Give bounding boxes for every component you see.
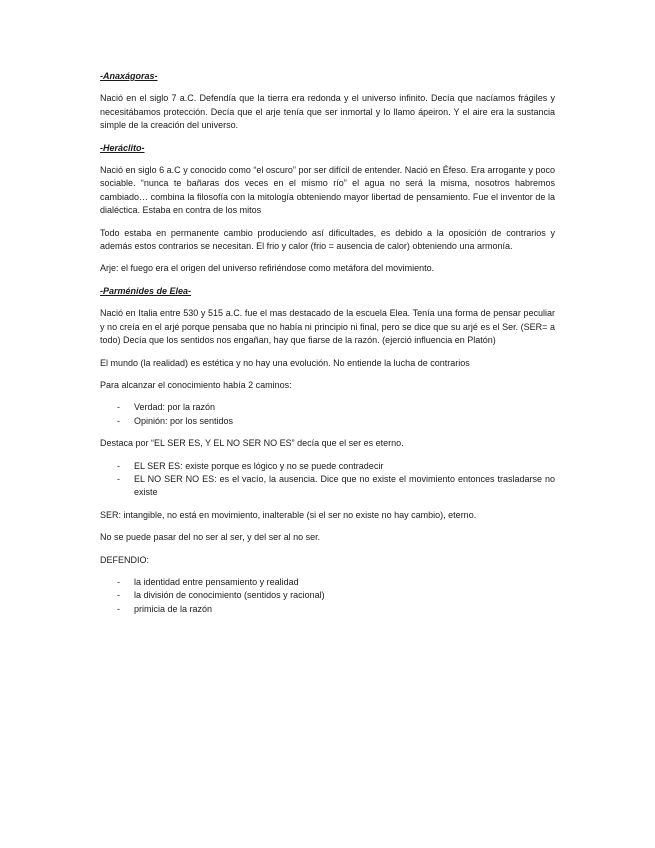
paragraph-heraclito-bio: Nació en siglo 6 a.C y conocido como “el oscuro” por ser difícil de entender. Nació en Éfeso. Era arrogante y poco sociable. “nunca te bañaras dos veces en el mismo río” el agua no será la misma, nosotros habremos cambiado… combina la filosofía con la mitología obteniendo mayor libertad de pensamiento. Fue el inventor de la dialéctica. Estaba en contra de los mitos — [100, 165, 555, 216]
paragraph-heraclito-cambio: Todo estaba en permanente cambio produciendo así dificultades, es debido a la oposición de contrarios y además estos contrarios se necesitan. El frio y calor (frio = ausencia de calor) obteniendo una armonía. — [100, 227, 555, 252]
list-ser — [100, 460, 555, 500]
bullet-dash: - — [117, 415, 120, 426]
list-item — [100, 415, 555, 428]
bullet-dash: - — [117, 603, 120, 614]
paragraph-parmenides-mundo: El mundo (la realidad) es estética y no hay una evolución. No entiende la lucha de contrarios — [100, 357, 470, 368]
list-item — [100, 460, 555, 473]
list-item-text: EL SER ES: existe porque es lógico y no se puede contradecir — [134, 460, 384, 471]
paragraph-parmenides-no-ser: No se puede pasar del no ser al ser, y del ser al no ser. — [100, 532, 321, 543]
heading-anaxagoras: -Anaxágoras- — [100, 71, 158, 81]
list-item-text: EL NO SER NO ES: es el vacío, la ausencia. Dice que no existe el movimiento entonces trasladarse no existe — [134, 473, 555, 498]
list-caminos — [100, 401, 555, 428]
list-item — [100, 576, 555, 589]
bullet-dash: - — [117, 473, 120, 484]
heading-parmenides: -Parménides de Elea- — [100, 285, 192, 296]
paragraph-parmenides-bio: Nació en Italia entre 530 y 515 a.C. fue el mas destacado de la escuela Elea. Tenía una forma de pensar peculiar y no creía en el arjé porque pensaba que no había ni principio ni final, pero se dice que su arjé es el Ser. (SER= a todo) Decía que los sentidos nos engañan, hay que fiarse de la razón. (ejerció influencia en Platón) — [100, 308, 555, 346]
paragraph-parmenides-caminos-intro: Para alcanzar el conocimiento había 2 caminos: — [100, 379, 292, 390]
list-item-text: la división de conocimiento (sentidos y racional) — [134, 590, 325, 601]
list-item — [100, 473, 555, 500]
list-defendio — [100, 576, 555, 616]
list-item-text: Opinión: por los sentidos — [134, 415, 234, 426]
paragraph-heraclito-arje: Arje: el fuego era el origen del universo refiriéndose como metáfora del movimiento. — [100, 263, 435, 274]
paragraph-parmenides-ser: SER: intangible, no está en movimiento, inalterable (si el ser no existe no hay cambio), eterno. — [100, 509, 477, 520]
bullet-dash: - — [117, 576, 120, 587]
document-page — [100, 70, 555, 625]
paragraph-parmenides-defendio: DEFENDIO: — [100, 554, 150, 565]
bullet-dash: - — [117, 402, 120, 413]
list-item — [100, 589, 555, 602]
paragraph-parmenides-destaca: Destaca por “EL SER ES, Y EL NO SER NO ES” decía que el ser es eterno. — [100, 438, 404, 449]
paragraph-anaxagoras: Nació en el siglo 7 a.C. Defendía que la tierra era redonda y el universo infinito. Decía que nacíamos frágiles y necesitábamos protección. Decía que el arje tenía que ser inmortal y lo llamo ápeiron. Y el aire era la sustancia simple de la creación del universo. — [100, 93, 555, 131]
bullet-dash: - — [117, 590, 120, 601]
list-item-text: primicia de la razón — [134, 603, 213, 614]
list-item-text: Verdad: por la razón — [134, 402, 216, 413]
list-item — [100, 603, 555, 616]
list-item — [100, 401, 555, 414]
bullet-dash: - — [117, 460, 120, 471]
heading-heraclito: -Heráclito- — [100, 142, 145, 153]
list-item-text: la identidad entre pensamiento y realidad — [134, 576, 299, 587]
